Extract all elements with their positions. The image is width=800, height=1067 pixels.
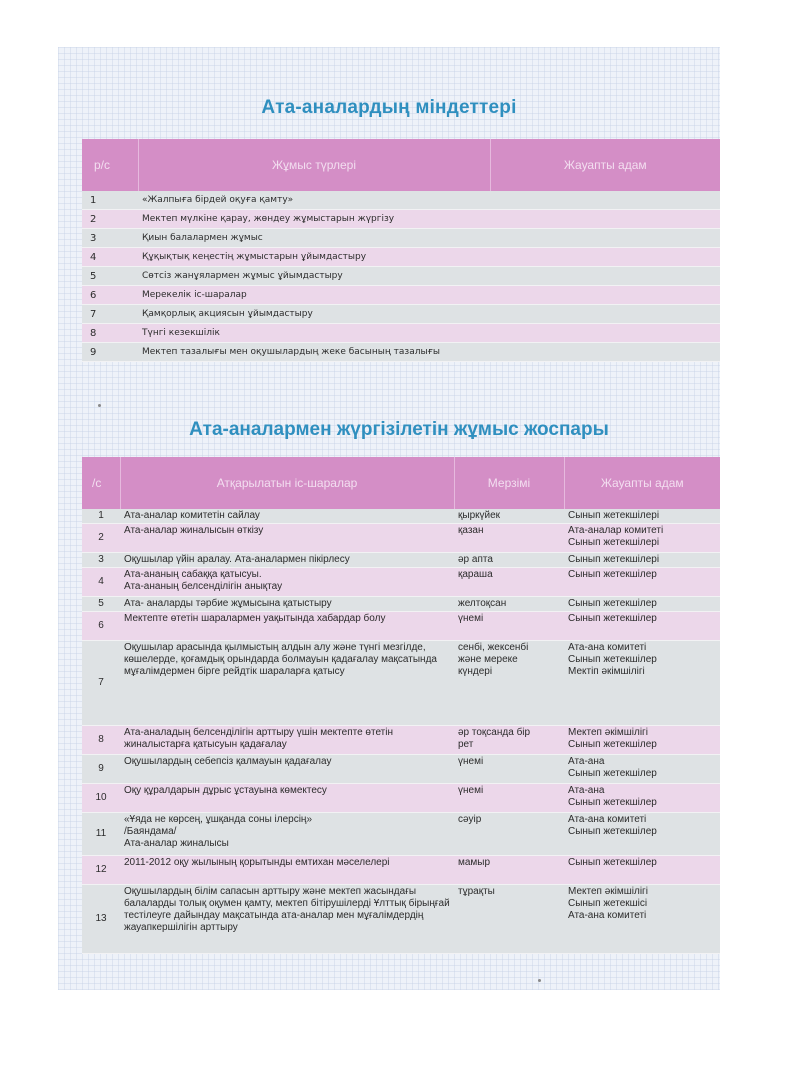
deadline-cell-line: қараша	[458, 569, 493, 580]
responsible-cell-line: Сынып жетекшілер	[568, 739, 657, 750]
responsible-cell-line: Сынып жетекшілер	[568, 569, 657, 580]
table-row	[82, 524, 720, 553]
work-type-cell: «Жалпыға бірдей оқуға қамту»	[138, 191, 490, 210]
column-header-number: р/с	[82, 139, 138, 191]
responsible-cell	[564, 553, 720, 568]
activity-cell-line: Ата-ананың сабаққа қатысуы.	[124, 569, 262, 580]
responsible-cell	[564, 784, 720, 813]
deadline-cell-line: үнемі	[458, 785, 484, 796]
responsible-cell-line: Сынып жетекшілер	[568, 613, 657, 624]
document-page	[58, 47, 720, 990]
responsible-cell-line: Сынып жетекшілер	[568, 768, 657, 779]
table-row	[82, 191, 720, 210]
deadline-cell	[454, 597, 564, 612]
responsible-cell-line: Ата-ана	[568, 756, 605, 767]
table-row	[82, 568, 720, 597]
table-row	[82, 726, 720, 755]
row-number: 4	[82, 248, 138, 267]
work-type-cell: Қамқорлық акциясын ұйымдастыру	[138, 305, 490, 324]
responsible-cell	[490, 229, 720, 248]
row-number: 5	[82, 267, 138, 286]
scan-speck	[538, 979, 541, 982]
row-number: 13	[82, 885, 120, 954]
work-type-cell: Құқықтық кеңестің жұмыстарын ұйымдастыру	[138, 248, 490, 267]
column-header-number: /с	[82, 457, 120, 509]
deadline-cell	[454, 856, 564, 885]
column-header-work-types: Жұмыс түрлері	[138, 139, 490, 191]
activity-cell	[120, 813, 454, 856]
activity-cell	[120, 784, 454, 813]
row-number: 1	[82, 509, 120, 524]
activity-cell	[120, 885, 454, 954]
row-number: 1	[82, 191, 138, 210]
activity-cell-line: Мектепте өтетін шаралармен уақытында хабардар болу	[124, 613, 386, 624]
table-row	[82, 509, 720, 524]
row-number: 11	[82, 813, 120, 856]
deadline-cell	[454, 612, 564, 641]
section1-title: Ата-аналардың міндеттері	[261, 97, 517, 118]
responsible-cell	[564, 641, 720, 726]
activity-cell-line: Ата-аналар жиналысы	[124, 838, 229, 849]
deadline-cell-line: үнемі	[458, 756, 484, 767]
activity-cell-line: Ата-ананың белсенділігін анықтау	[124, 581, 283, 592]
deadline-cell	[454, 885, 564, 954]
deadline-cell	[454, 641, 564, 726]
responsible-cell	[564, 568, 720, 597]
row-number: 7	[82, 305, 138, 324]
responsible-cell-line: Сынып жетекшілер	[568, 826, 657, 837]
responsible-cell	[564, 755, 720, 784]
row-number: 3	[82, 553, 120, 568]
row-number: 10	[82, 784, 120, 813]
activity-cell-line: Оқушылардың себепсіз қалмауын қадағалау	[124, 756, 332, 767]
responsible-cell-line: Ата-ана комитеті	[568, 814, 647, 825]
column-header-responsible: Жауапты адам	[564, 457, 720, 509]
responsible-cell-line: Сынып жетекшілері	[568, 554, 660, 565]
activity-cell-line: Ата-аналар комитетін сайлау	[124, 510, 260, 521]
deadline-cell-line: және мереке	[458, 654, 518, 665]
row-number: 4	[82, 568, 120, 597]
row-number: 6	[82, 286, 138, 305]
responsible-cell-line: Ата-аналар комитеті	[568, 525, 664, 536]
responsible-cell	[490, 343, 720, 362]
deadline-cell	[454, 813, 564, 856]
row-number: 2	[82, 524, 120, 553]
responsible-cell-line: Мектеп әкімшілігі	[568, 727, 648, 738]
responsible-cell	[564, 813, 720, 856]
activity-cell-line: Оқушылар үйін аралау. Ата-аналармен пікірлесу	[124, 554, 350, 565]
activity-cell-line: Ата-аналар жиналысын өткізу	[124, 525, 264, 536]
responsible-cell-line: Сынып жетекшілері	[568, 537, 660, 548]
table-row	[82, 641, 720, 726]
table-row	[82, 612, 720, 641]
deadline-cell-line: сәуір	[458, 814, 482, 825]
responsible-cell	[564, 509, 720, 524]
row-number: 7	[82, 641, 120, 726]
table-row	[82, 784, 720, 813]
deadline-cell-line: мамыр	[458, 857, 491, 868]
activity-cell	[120, 726, 454, 755]
table-row	[82, 343, 720, 362]
table-row	[82, 248, 720, 267]
deadline-cell-line: тұрақты	[458, 886, 495, 897]
table-row	[82, 885, 720, 954]
row-number: 6	[82, 612, 120, 641]
deadline-cell	[454, 524, 564, 553]
table-row	[82, 755, 720, 784]
responsible-cell	[564, 524, 720, 553]
responsible-cell-line: Мектеп әкімшілігі	[568, 886, 648, 897]
responsible-cell	[490, 305, 720, 324]
work-type-cell: Мектеп мүлкіне қарау, жөндеу жұмыстарын жүргізу	[138, 210, 490, 229]
responsible-cell-line: Ата-ана комитеті	[568, 642, 647, 653]
deadline-cell-line: әр апта	[458, 554, 493, 565]
deadline-cell-line: күндері	[458, 666, 493, 677]
row-number: 3	[82, 229, 138, 248]
row-number: 12	[82, 856, 120, 885]
activity-cell-line: Ата-аналадың белсенділігін арттыру үшін мектепте өтетін жиналыстарға қатысуын қадағалау	[124, 727, 394, 750]
scan-speck	[98, 404, 101, 407]
responsible-cell	[490, 286, 720, 305]
deadline-cell-line: үнемі	[458, 613, 484, 624]
activity-cell	[120, 856, 454, 885]
activity-cell-line: /Баяндама/	[124, 826, 177, 837]
activity-cell-line: 2011-2012 оқу жылының қорытынды емтихан мәселелері	[124, 857, 390, 868]
activity-cell	[120, 612, 454, 641]
activity-cell-line: Оқу құралдарын дұрыс ұстауына көмектесу	[124, 785, 327, 796]
table-header-row	[82, 139, 720, 191]
deadline-cell-line: сенбі, жексенбі	[458, 642, 529, 653]
row-number: 8	[82, 324, 138, 343]
parents-duties-table	[82, 139, 720, 362]
responsible-cell	[490, 210, 720, 229]
activity-cell	[120, 524, 454, 553]
row-number: 9	[82, 343, 138, 362]
deadline-cell	[454, 755, 564, 784]
table-row	[82, 553, 720, 568]
work-type-cell: Сөтсіз жанұялармен жұмыс ұйымдастыру	[138, 267, 490, 286]
deadline-cell-line: әр тоқсанда бір	[458, 727, 531, 738]
responsible-cell	[564, 597, 720, 612]
table-row	[82, 813, 720, 856]
row-number: 5	[82, 597, 120, 612]
work-type-cell: Мерекелік іс-шаралар	[138, 286, 490, 305]
work-type-cell: Мектеп тазалығы мен оқушылардың жеке басының тазалығы	[138, 343, 490, 362]
table-row	[82, 324, 720, 343]
deadline-cell	[454, 553, 564, 568]
deadline-cell-line: рет	[458, 739, 474, 750]
activity-cell-line: Оқушылар арасында қылмыстың алдын алу және түнгі мезгілде, көшелерде, қоғамдық орындарда болмауын қадағалау мақсатында мұғалімдермен бірге рейдтік шараларға қатысу	[124, 642, 437, 677]
activity-cell	[120, 509, 454, 524]
table-row	[82, 267, 720, 286]
responsible-cell-line: Сынып жетекшілері	[568, 510, 660, 521]
responsible-cell-line: Сынып жетекшісі	[568, 898, 648, 909]
responsible-cell	[490, 248, 720, 267]
deadline-cell-line: желтоқсан	[458, 598, 507, 609]
activity-cell-line: «Ұяда не көрсең, ұшқанда соны ілерсің»	[124, 814, 313, 825]
deadline-cell	[454, 726, 564, 755]
responsible-cell	[564, 726, 720, 755]
activity-cell	[120, 568, 454, 597]
activity-cell	[120, 553, 454, 568]
column-header-deadline: Мерзімі	[454, 457, 564, 509]
deadline-cell	[454, 509, 564, 524]
row-number: 2	[82, 210, 138, 229]
deadline-cell	[454, 784, 564, 813]
responsible-cell	[564, 885, 720, 954]
responsible-cell	[490, 267, 720, 286]
responsible-cell-line: Сынып жетекшілер	[568, 857, 657, 868]
work-plan-table	[82, 457, 720, 954]
work-type-cell: Түнгі кезекшілік	[138, 324, 490, 343]
activity-cell-line: Ата- аналарды тәрбие жұмысына қатыстыру	[124, 598, 332, 609]
responsible-cell-line: Сынып жетекшілер	[568, 598, 657, 609]
responsible-cell	[490, 324, 720, 343]
responsible-cell	[564, 856, 720, 885]
table-row	[82, 305, 720, 324]
table-header-row	[82, 457, 720, 509]
responsible-cell-line: Сынып жетекшілер	[568, 797, 657, 808]
responsible-cell-line: Ата-ана комитеті	[568, 910, 647, 921]
activity-cell	[120, 755, 454, 784]
table-row	[82, 597, 720, 612]
deadline-cell-line: қыркүйек	[458, 510, 501, 521]
activity-cell	[120, 641, 454, 726]
row-number: 8	[82, 726, 120, 755]
table-row	[82, 286, 720, 305]
activity-cell	[120, 597, 454, 612]
column-header-activities: Атқарылатын іс-шаралар	[120, 457, 454, 509]
responsible-cell	[564, 612, 720, 641]
column-header-responsible: Жауапты адам	[490, 139, 720, 191]
work-type-cell: Қиын балалармен жұмыс	[138, 229, 490, 248]
activity-cell-line: Оқушылардың білім сапасын арттыру және мектеп жасындағы балаларды толық оқумен қамту, мектеп бітірушілерді Ұлттық бірыңғай тестілеуге дайындау мақсатында ата-аналар мен мұғалімдердің жауапкершілігін арттыру	[124, 886, 450, 933]
table-row	[82, 229, 720, 248]
responsible-cell-line: Ата-ана	[568, 785, 605, 796]
row-number: 9	[82, 755, 120, 784]
deadline-cell-line: қазан	[458, 525, 484, 536]
table-row	[82, 210, 720, 229]
responsible-cell-line: Мектіп әкімшілігі	[568, 666, 645, 677]
section2-title: Ата-аналармен жүргізілетін жұмыс жоспары	[189, 419, 609, 440]
responsible-cell-line: Сынып жетекшілер	[568, 654, 657, 665]
responsible-cell	[490, 191, 720, 210]
table-row	[82, 856, 720, 885]
deadline-cell	[454, 568, 564, 597]
